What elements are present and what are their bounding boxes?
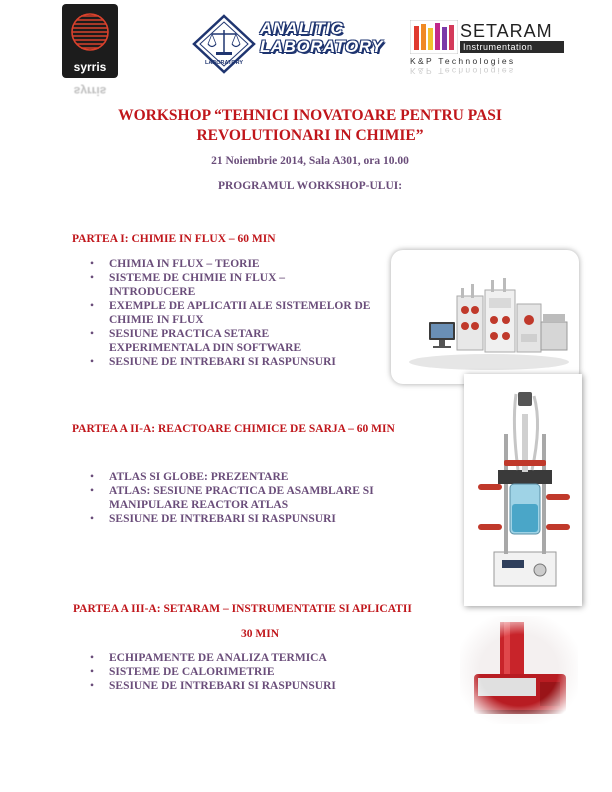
list-item: • SESIUNE DE INTREBARI SI RASPUNSURI	[90, 355, 372, 369]
workshop-title-line2: REVOLUTIONARI IN CHIMIE”	[196, 127, 424, 144]
workshop-date-line: 21 Noiembrie 2014, Sala A301, ora 10.00	[211, 155, 409, 167]
analitic-wordmark	[260, 20, 383, 56]
list-item: • CHIMIA IN FLUX – TEORIE	[90, 257, 372, 271]
part-3-duration: 30 MIN	[240, 628, 279, 640]
syrris-spiral-icon	[62, 6, 118, 62]
part-2-heading: PARTEA A II-A: REACTOARE CHIMICE DE SARJA – 60 MIN	[72, 423, 395, 435]
list-item: • EXEMPLE DE APLICATII ALE SISTEMELOR DE CHIMIE IN FLUX	[90, 299, 372, 327]
syrris-reflection: syrris	[73, 84, 107, 98]
analitic-badge-text: LABORATORY	[204, 60, 244, 66]
syrris-logo	[62, 4, 118, 78]
part-3-item-list	[90, 651, 410, 693]
laboratory-diamond-icon	[192, 14, 256, 74]
setaram-bars-icon	[410, 20, 458, 54]
analitic-wordmark-line2: LABORATORY	[260, 37, 384, 56]
list-item: • SISTEME DE CALORIMETRIE	[90, 665, 410, 679]
part-2-item-list	[90, 470, 410, 526]
analitic-laboratory-logo	[192, 14, 392, 74]
list-item: • SESIUNE DE INTREBARI SI RASPUNSURI	[90, 679, 410, 693]
part-1-item-list	[90, 257, 372, 369]
setaram-thermal-analyzer-photo	[460, 616, 578, 724]
list-item: • ATLAS: SESIUNE PRACTICA DE ASAMBLARE SI MANIPULARE REACTOR ATLAS	[90, 484, 410, 512]
workshop-title-line1: WORKSHOP “TEHNICI INOVATOARE PENTRU PASI	[118, 107, 502, 124]
list-item: • ATLAS SI GLOBE: PREZENTARE	[90, 470, 410, 484]
atlas-reactor-photo	[464, 374, 582, 606]
list-item: • SESIUNE PRACTICA SETARE EXPERIMENTALA DIN SOFTWARE	[90, 327, 372, 355]
analitic-wordmark-line1: ANALITIC	[260, 19, 344, 38]
setaram-subtitle: Instrumentation	[460, 41, 564, 53]
setaram-wordmark: SETARAM	[460, 21, 553, 41]
syrris-wordmark: syrris	[73, 60, 107, 74]
part-3-heading: PARTEA A III-A: SETARAM – INSTRUMENTATIE SI APLICATII	[73, 603, 412, 615]
list-item: • SESIUNE DE INTREBARI SI RASPUNSURI	[90, 512, 410, 526]
part-1-heading: PARTEA I: CHIMIE IN FLUX – 60 MIN	[72, 233, 276, 245]
list-item: • ECHIPAMENTE DE ANALIZA TERMICA	[90, 651, 410, 665]
list-item: • SISTEME DE CHIMIE IN FLUX – INTRODUCERE	[90, 271, 372, 299]
kep-technologies-reflection: K&P Technologies	[410, 66, 516, 76]
flow-chemistry-system-photo	[391, 250, 579, 384]
kep-technologies-label: K&P Technologies	[410, 56, 516, 66]
program-label: PROGRAMUL WORKSHOP-ULUI:	[217, 180, 403, 192]
